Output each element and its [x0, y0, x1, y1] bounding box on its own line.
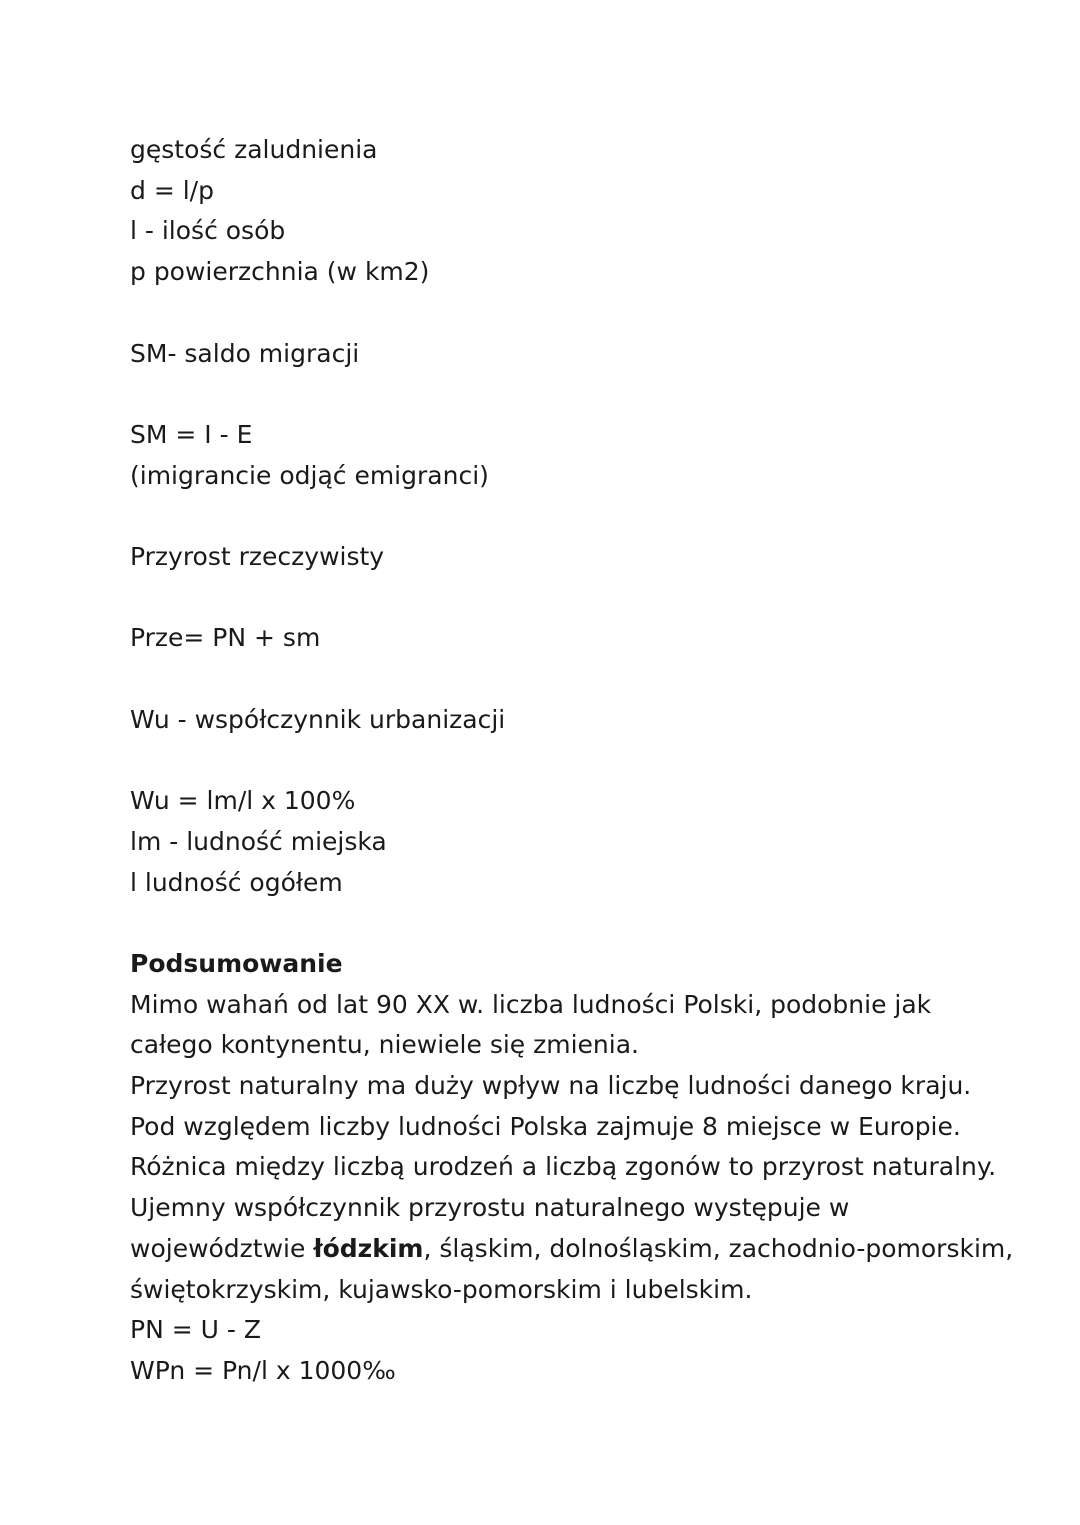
- migration-note: (imigrancie odjąć emigranci): [130, 460, 489, 490]
- density-formula: d = l/p: [130, 175, 214, 205]
- density-def-l: l - ilość osób: [130, 216, 286, 246]
- voivodeship-cont: świętokrzyskim, kujawsko-pomorskim i lubelskim.: [130, 1274, 753, 1304]
- voivodeship-prefix: województwie: [130, 1233, 314, 1263]
- formula-pn: PN = U - Z: [130, 1315, 261, 1345]
- urbanization-title: Wu - współczynnik urbanizacji: [130, 704, 506, 734]
- summary-line: Różnica między liczbą urodzeń a liczbą zgonów to przyrost naturalny.: [130, 1152, 997, 1182]
- summary-heading: Podsumowanie: [130, 948, 343, 978]
- real-growth-title: Przyrost rzeczywisty: [130, 541, 385, 571]
- spacer: [130, 496, 1010, 537]
- spacer: [130, 740, 1010, 781]
- urbanization-def-lm: lm - ludność miejska: [130, 826, 387, 856]
- voivodeship-line: [130, 1229, 1014, 1270]
- spacer: [130, 374, 1010, 415]
- real-growth-formula: Prze= PN + sm: [130, 623, 321, 653]
- density-def-p: p powierzchnia (w km2): [130, 257, 430, 287]
- summary-line: Ujemny współczynnik przyrostu naturalnego występuje w: [130, 1193, 850, 1223]
- summary-line: całego kontynentu, niewiele się zmienia.: [130, 1030, 639, 1060]
- spacer: [130, 903, 1010, 944]
- voivodeship-bold: łódzkim: [313, 1233, 424, 1263]
- spacer: [130, 293, 1010, 334]
- urbanization-def-l: l ludność ogółem: [130, 867, 343, 897]
- migration-formula: SM = I - E: [130, 419, 253, 449]
- document-page: [130, 130, 1014, 1392]
- urbanization-formula: Wu = lm/l x 100%: [130, 786, 356, 816]
- migration-title: SM- saldo migracji: [130, 338, 360, 368]
- spacer: [130, 659, 1010, 700]
- density-title: gęstość zaludnienia: [130, 135, 378, 164]
- summary-line: Pod względem liczby ludności Polska zajmuje 8 miejsce w Europie.: [130, 1111, 961, 1141]
- formula-wpn: WPn = Pn/l x 1000‰: [130, 1355, 396, 1385]
- summary-line: Mimo wahań od lat 90 XX w. liczba ludności Polski, podobnie jak: [130, 989, 932, 1019]
- voivodeship-rest: , śląskim, dolnośląskim, zachodnio-pomorskim,: [423, 1233, 1014, 1263]
- summary-line: Przyrost naturalny ma duży wpływ na liczbę ludności danego kraju.: [130, 1071, 972, 1101]
- spacer: [130, 578, 1010, 619]
